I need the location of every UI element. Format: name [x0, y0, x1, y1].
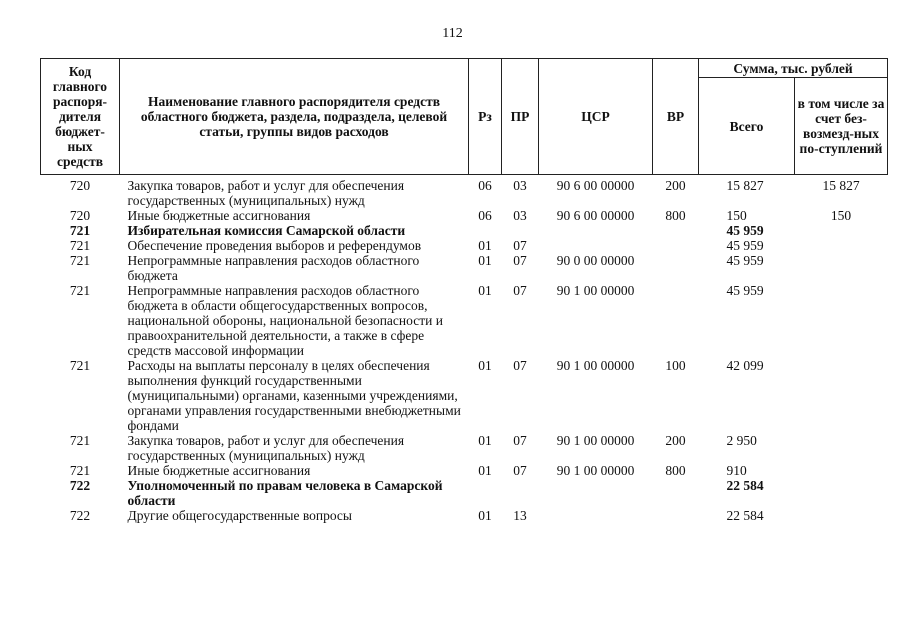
- cell-code: 720: [69, 178, 91, 193]
- cell-free: [795, 283, 888, 358]
- header-free: в том числе за счет без-возмезд-ных по-ступлений: [795, 78, 888, 175]
- cell-name: Избирательная комиссия Самарской области: [127, 223, 406, 238]
- cell-code: 721: [69, 358, 91, 373]
- cell-vr: [653, 283, 699, 358]
- cell-vr: 200: [665, 178, 686, 193]
- cell-pr: 07: [513, 433, 527, 448]
- cell-rz: 06: [478, 178, 492, 193]
- header-pr: ПР: [502, 59, 539, 175]
- cell-code: 721: [69, 283, 91, 298]
- cell-code: 722: [69, 478, 91, 493]
- cell-rz: 01: [478, 463, 492, 478]
- table-row: [41, 175, 888, 209]
- cell-total: 42 099: [726, 358, 764, 373]
- cell-name: Закупка товаров, работ и услуг для обеспечения государственных (муниципальных) нужд: [127, 433, 405, 463]
- cell-pr: [502, 478, 539, 508]
- table-body: [41, 175, 888, 524]
- cell-pr: 07: [513, 253, 527, 268]
- cell-csr: [539, 223, 653, 238]
- cell-total: 2 950: [726, 433, 757, 448]
- cell-vr: 100: [665, 358, 686, 373]
- table-row: [41, 463, 888, 478]
- header-csr: ЦСР: [539, 59, 653, 175]
- cell-code: 721: [69, 463, 91, 478]
- table-row: [41, 478, 888, 508]
- cell-rz: 01: [478, 253, 492, 268]
- cell-free: [795, 238, 888, 253]
- cell-code: 721: [69, 223, 91, 238]
- cell-total: 15 827: [726, 178, 764, 193]
- cell-rz: 01: [478, 238, 492, 253]
- cell-total: 45 959: [726, 223, 764, 238]
- cell-code: 720: [69, 208, 91, 223]
- cell-free: 150: [830, 208, 852, 223]
- cell-csr: 90 6 00 00000: [556, 178, 635, 193]
- cell-total: 45 959: [726, 253, 764, 268]
- cell-csr: [539, 508, 653, 523]
- cell-total: 22 584: [726, 478, 764, 493]
- cell-pr: 03: [513, 178, 527, 193]
- cell-pr: 07: [513, 358, 527, 373]
- cell-total: 150: [726, 208, 747, 223]
- cell-vr: 200: [665, 433, 686, 448]
- cell-free: [795, 478, 888, 508]
- table-row: [41, 283, 888, 358]
- cell-csr: 90 1 00 00000: [556, 358, 635, 373]
- cell-name: Уполномоченный по правам человека в Самарской области: [127, 478, 443, 508]
- cell-csr: [539, 238, 653, 253]
- table-row: [41, 433, 888, 463]
- table-row: [41, 508, 888, 523]
- cell-free: [795, 223, 888, 238]
- cell-free: [795, 433, 888, 463]
- table-row: [41, 238, 888, 253]
- cell-total: 45 959: [726, 283, 764, 298]
- cell-name: Непрограммные направления расходов областного бюджета в области общегосударственных вопросов, национальной обороны, национальной безопасности и правоохранительной деятельности, а также в сфере средств массовой информации: [127, 283, 443, 358]
- cell-csr: 90 0 00 00000: [556, 253, 635, 268]
- cell-name: Другие общегосударственные вопросы: [127, 508, 352, 523]
- cell-vr: [653, 223, 699, 238]
- page-number: 112: [442, 26, 463, 41]
- cell-pr: 13: [513, 508, 527, 523]
- cell-code: 721: [69, 238, 91, 253]
- cell-total: 22 584: [726, 508, 764, 523]
- cell-code: 721: [69, 253, 91, 268]
- cell-vr: [653, 238, 699, 253]
- cell-rz: [469, 478, 502, 508]
- cell-name: Расходы на выплаты персоналу в целях обеспечения выполнения функций государственными (муниципальными) органами, казенными учреждениями, органами управления государственными внебюджетными фондами: [127, 358, 461, 433]
- cell-rz: 01: [478, 358, 492, 373]
- cell-csr: 90 6 00 00000: [556, 208, 635, 223]
- header-name: Наименование главного распорядителя средств областного бюджета, раздела, подраздела, целевой статьи, группы видов расходов: [120, 59, 469, 175]
- cell-name: Иные бюджетные ассигнования: [127, 208, 311, 223]
- cell-rz: 01: [478, 433, 492, 448]
- cell-free: [795, 463, 888, 478]
- cell-free: 15 827: [822, 178, 860, 193]
- table-row: [41, 208, 888, 223]
- header-code: Код главного распоря-дителя бюджет-ных средств: [41, 59, 120, 175]
- cell-vr: 800: [665, 463, 686, 478]
- cell-vr: [653, 478, 699, 508]
- header-sum: Сумма, тыс. рублей: [699, 59, 888, 78]
- cell-csr: 90 1 00 00000: [556, 463, 635, 478]
- header-rz: Рз: [469, 59, 502, 175]
- cell-total: 910: [726, 463, 747, 478]
- cell-rz: [469, 223, 502, 238]
- table-header: [41, 59, 888, 175]
- cell-vr: [653, 508, 699, 523]
- table-row: [41, 358, 888, 433]
- cell-total: 45 959: [726, 238, 764, 253]
- cell-rz: 01: [478, 283, 492, 298]
- table-row: [41, 223, 888, 238]
- cell-csr: [539, 478, 653, 508]
- cell-free: [795, 253, 888, 283]
- cell-pr: 07: [513, 463, 527, 478]
- cell-free: [795, 508, 888, 523]
- header-total: Всего: [699, 78, 795, 175]
- cell-csr: 90 1 00 00000: [556, 283, 635, 298]
- cell-pr: [502, 223, 539, 238]
- table-row: [41, 253, 888, 283]
- cell-name: Иные бюджетные ассигнования: [127, 463, 311, 478]
- cell-rz: 01: [478, 508, 492, 523]
- cell-pr: 07: [513, 238, 527, 253]
- cell-code: 722: [69, 508, 91, 523]
- cell-vr: 800: [665, 208, 686, 223]
- cell-code: 721: [69, 433, 91, 448]
- cell-vr: [653, 253, 699, 283]
- budget-table: [40, 58, 888, 523]
- cell-pr: 03: [513, 208, 527, 223]
- cell-pr: 07: [513, 283, 527, 298]
- cell-rz: 06: [478, 208, 492, 223]
- cell-name: Обеспечение проведения выборов и референдумов: [127, 238, 422, 253]
- cell-csr: 90 1 00 00000: [556, 433, 635, 448]
- header-vr: ВР: [653, 59, 699, 175]
- cell-name: Закупка товаров, работ и услуг для обеспечения государственных (муниципальных) нужд: [127, 178, 405, 208]
- cell-free: [795, 358, 888, 433]
- cell-name: Непрограммные направления расходов областного бюджета: [127, 253, 420, 283]
